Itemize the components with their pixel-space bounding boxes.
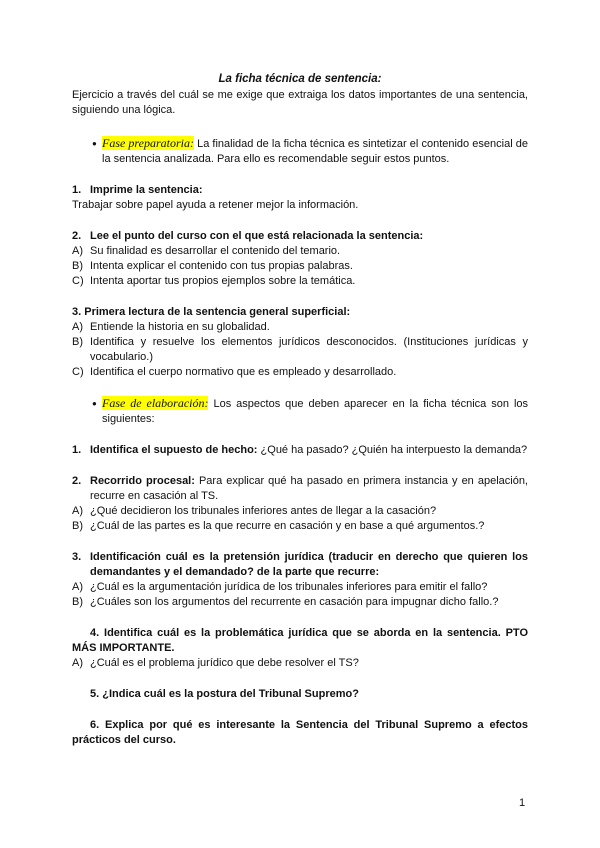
section-3: [72, 305, 528, 380]
section-heading: Imprime la sentencia:: [90, 184, 203, 196]
phase-label: Fase de elaboración:: [102, 396, 209, 410]
list-item: B) Intenta explicar el contenido con tus propias palabras.: [72, 260, 353, 272]
page-number: 1: [519, 797, 526, 809]
list-item: B) ¿Cuál de las partes es la que recurre en casación y en base a qué argumentos.?: [72, 520, 485, 532]
document-title: La ficha técnica de sentencia:: [218, 73, 382, 85]
elaboration-2: 2. Recorrido procesal: Para explicar qué ha pasado en primera instancia y en apelación, recurre en casación al TS. A) ¿Qué decidieron los tribunales inferiores antes de llegar a la casación? B) ¿Cuál de las partes es la que recurre en casación y en base a qué argumentos.?: [72, 475, 528, 532]
elaboration-3: 3. Identificación cuál es la pretensión jurídica (traducir en derecho que quieren los demandantes y el demandado? de la parte que recurre: A) ¿Cuál es la argumentación jurídica de los tribunales inferiores para emitir el fallo? B) ¿Cuáles son los argumentos del recurrente en casación para impugnar dicho fallo.?: [72, 551, 528, 608]
phase-text: La finalidad de la ficha técnica es sintetizar el contenido esencial de la sentencia analizada. Para ello es recomendable seguir estos puntos.: [102, 138, 528, 165]
list-item: A) Entiende la historia en su globalidad.: [72, 321, 270, 333]
elaboration-5: [72, 687, 528, 702]
list-item: A) ¿Qué decidieron los tribunales inferiores antes de llegar a la casación?: [72, 505, 437, 517]
elaboration-1: 1. Identifica el supuesto de hecho: ¿Qué ha pasado? ¿Quién ha interpuesto la demanda?: [72, 444, 528, 456]
bullet-icon: ●: [92, 399, 97, 408]
bullet-icon: ●: [92, 139, 97, 148]
section-2: 2. Lee el punto del curso con el que está relacionada la sentencia: A) Su finalidad es desarrollar el contenido del temario. B) Intenta explicar el contenido con tus propias palabras. C) Intenta aportar tus propios ejemplos sobre la temática.: [72, 229, 528, 289]
list-item: A) ¿Cuál es la argumentación jurídica de los tribunales inferiores para emitir el fallo?: [72, 581, 488, 593]
intro-paragraph: Ejercicio a través del cuál se me exige que extraiga los datos importantes de una sentencia, siguiendo una lógica.: [72, 89, 528, 116]
section-heading: Lee el punto del curso con el que está relacionada la sentencia:: [90, 230, 424, 242]
section-heading: 6. Explica por qué es interesante la Sentencia del Tribunal Supremo a efectos prácticos del curso.: [72, 719, 528, 746]
elaboration-4: [72, 626, 528, 671]
section-1: 1. Imprime la sentencia: Trabajar sobre papel ayuda a retener mejor la información.: [72, 183, 528, 213]
list-item: B) Identifica y resuelve los elementos jurídicos desconocidos. (Instituciones jurídicas y vocabulario.): [72, 336, 528, 363]
elaboration-6: [72, 718, 528, 748]
phase-preparatoria: [92, 136, 528, 167]
section-heading: 5. ¿Indica cuál es la postura del Tribunal Supremo?: [90, 688, 359, 700]
list-item: C) Identifica el cuerpo normativo que es empleado y desarrollado.: [72, 366, 397, 378]
document-page: [72, 72, 528, 748]
section-heading: 3. Primera lectura de la sentencia general superficial:: [72, 306, 351, 318]
list-item: A) Su finalidad es desarrollar el contenido del temario.: [72, 245, 341, 257]
list-item: B) ¿Cuáles son los argumentos del recurrente en casación para impugnar dicho fallo.?: [72, 596, 499, 608]
phase-elaboracion: [92, 396, 528, 427]
section-heading: 4. Identifica cuál es la problemática jurídica que se aborda en la sentencia. PTO MÁS IMPORTANTE.: [72, 627, 528, 654]
phase-text: Los aspectos que deben aparecer en la ficha técnica son los siguientes:: [102, 398, 529, 425]
section-text: Trabajar sobre papel ayuda a retener mejor la información.: [72, 199, 359, 211]
list-item: C) Intenta aportar tus propios ejemplos sobre la temática.: [72, 275, 356, 287]
phase-label: Fase preparatoria:: [102, 136, 194, 150]
list-item: A) ¿Cuál es el problema jurídico que debe resolver el TS?: [72, 657, 359, 669]
